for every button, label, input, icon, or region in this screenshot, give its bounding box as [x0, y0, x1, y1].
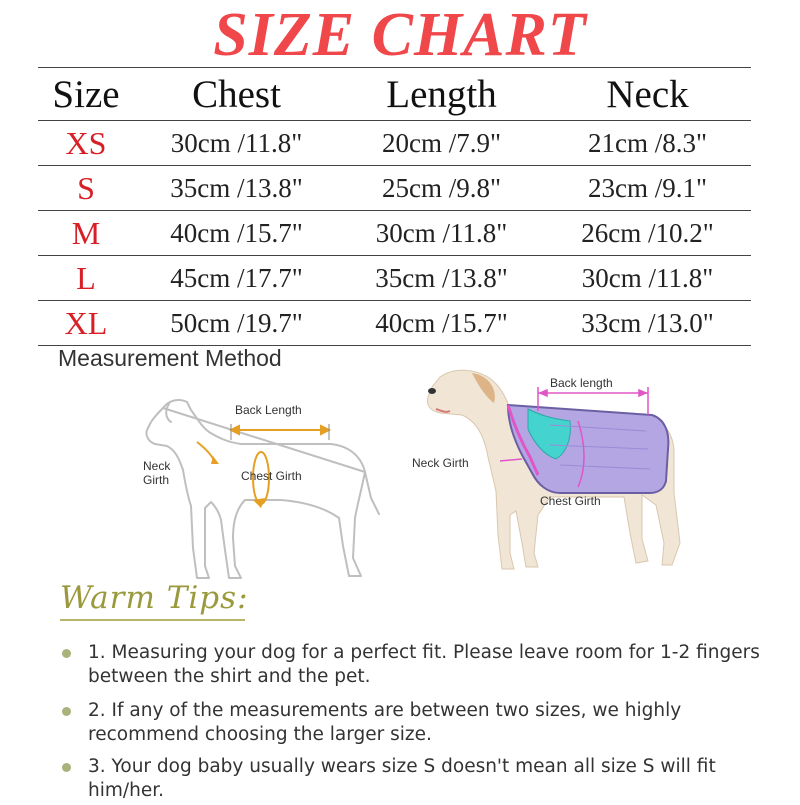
- table-row: [38, 301, 751, 346]
- tip-text: 1. Measuring your dog for a perfect fit. Please leave room for 1-2 fingers between the shirt and the pet.: [88, 642, 760, 687]
- table-row: [38, 256, 751, 301]
- neck-girth-arrow-icon: [197, 442, 219, 464]
- size-cell: S: [38, 166, 134, 211]
- neck-cell: 26cm /10.2": [544, 211, 751, 256]
- back-length-arrow-icon: [231, 424, 329, 440]
- header-neck: Neck: [544, 68, 751, 121]
- neck-girth-label-line1: Neck: [143, 459, 171, 473]
- size-cell: XL: [38, 301, 134, 346]
- length-cell: 20cm /7.9": [339, 121, 544, 166]
- header-size: Size: [38, 68, 134, 121]
- header-length: Length: [339, 68, 544, 121]
- tip-item: [0, 755, 800, 805]
- tip-text: 3. Your dog baby usually wears size S doesn't mean all size S will fit him/her.: [88, 756, 716, 801]
- header-chest: Chest: [134, 68, 339, 121]
- dog-outline-illustration: [135, 390, 385, 590]
- dog-photo-illustration: [410, 365, 695, 580]
- size-cell: L: [38, 256, 134, 301]
- chest-girth-label: Chest Girth: [241, 469, 302, 483]
- chest-cell: 45cm /17.7": [134, 256, 339, 301]
- bullet-icon: [62, 649, 71, 658]
- neck-girth-label: Neck Girth: [412, 456, 469, 470]
- size-chart-table: [38, 67, 751, 346]
- page-title: SIZE CHART: [213, 1, 587, 69]
- length-cell: 35cm /13.8": [339, 256, 544, 301]
- tip-item: [0, 641, 800, 691]
- dog-nose-icon: [428, 388, 436, 394]
- chest-cell: 30cm /11.8": [134, 121, 339, 166]
- warm-tips-underline: [60, 619, 245, 621]
- tip-item: [0, 699, 800, 749]
- chest-cell: 40cm /15.7": [134, 211, 339, 256]
- neck-cell: 23cm /9.1": [544, 166, 751, 211]
- size-cell: XS: [38, 121, 134, 166]
- neck-girth-label-line2: Girth: [143, 473, 170, 487]
- length-cell: 40cm /15.7": [339, 301, 544, 346]
- table-header-row: [38, 68, 751, 121]
- table-row: [38, 121, 751, 166]
- bullet-icon: [62, 707, 71, 716]
- dog-outline-icon: [146, 400, 379, 578]
- neck-cell: 33cm /13.0": [544, 301, 751, 346]
- back-length-label: Back Length: [235, 403, 302, 417]
- neck-cell: 30cm /11.8": [544, 256, 751, 301]
- back-length-label: Back length: [550, 376, 613, 390]
- neck-cell: 21cm /8.3": [544, 121, 751, 166]
- length-cell: 30cm /11.8": [339, 211, 544, 256]
- warm-tips-title: Warm Tips:: [60, 580, 249, 616]
- chest-girth-label: Chest Girth: [540, 494, 601, 508]
- chest-cell: 50cm /19.7": [134, 301, 339, 346]
- bullet-icon: [62, 763, 71, 772]
- tip-text: 2. If any of the measurements are between two sizes, we highly recommend choosing the larger size.: [88, 700, 682, 745]
- size-cell: M: [38, 211, 134, 256]
- length-cell: 25cm /9.8": [339, 166, 544, 211]
- chest-cell: 35cm /13.8": [134, 166, 339, 211]
- measurement-method-title: Measurement Method: [58, 345, 282, 371]
- table-row: [38, 166, 751, 211]
- table-row: [38, 211, 751, 256]
